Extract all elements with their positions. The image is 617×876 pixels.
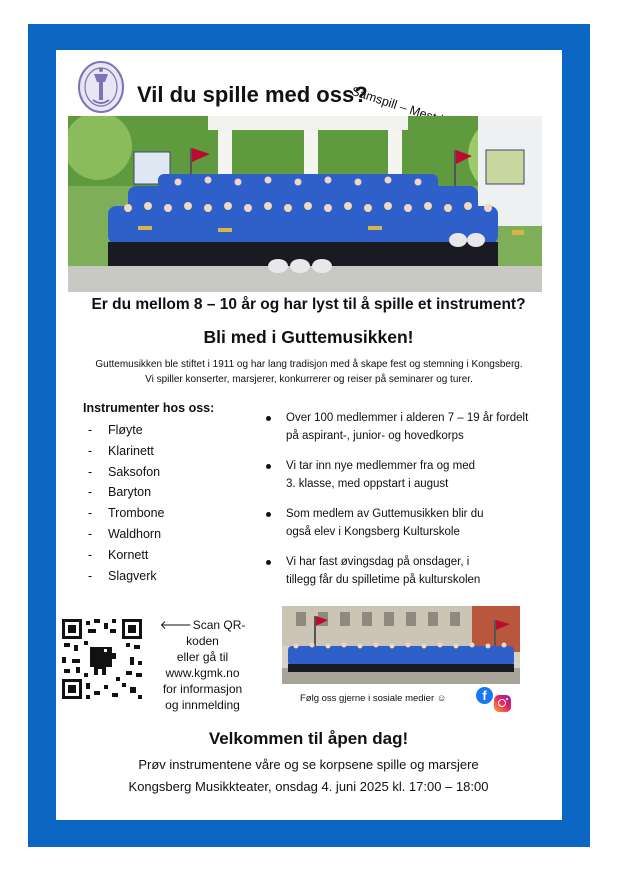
page-title: Vil du spille med oss?: [137, 82, 368, 107]
fact-item: Over 100 medlemmer i alderen 7 – 19 år fordelt på aspirant-, junior- og hovedkorps: [262, 409, 552, 445]
bullet-icon: [266, 560, 271, 565]
headline-join: Bli med i Guttemusikken!: [203, 327, 414, 347]
instruments-list: [88, 420, 165, 586]
website-link[interactable]: www.kgmk.no: [165, 666, 240, 680]
facebook-icon[interactable]: f: [476, 687, 493, 704]
facts-list: [262, 409, 552, 601]
arrow-left-icon: 🡐: [159, 618, 192, 632]
instagram-icon[interactable]: [494, 695, 511, 712]
bullet-icon: [266, 464, 271, 469]
qr-instructions: 🡐Scan QR-koden eller gå til www.kgmk.no for informasjon og innmelding: [145, 617, 260, 713]
instruments-heading: Instrumenter hos oss:: [83, 401, 215, 415]
list-item: - Saksofon: [88, 464, 161, 479]
event-venue: Kongsberg Musikkteater, onsdag 4. juni 2025 kl. 17:00 – 18:00: [128, 779, 489, 794]
welcome-heading: Velkommen til åpen dag!: [208, 729, 409, 748]
fact-item: Vi tar inn nye medlemmer fra og med 3. klasse, med oppstart i august: [262, 457, 552, 493]
bullet-icon: [266, 416, 271, 421]
intro-text: [62, 357, 556, 387]
bullet-icon: [266, 512, 271, 517]
qr-code-icon[interactable]: [60, 617, 144, 701]
band-emblem-icon: [76, 60, 126, 114]
social-text: Følg oss gjerne i sosiale medier ☺: [300, 693, 447, 704]
intro-line-2: Vi spiller konserter, marsjerer, konkurrerer og reiser på seminarer og turer.: [145, 374, 473, 385]
list-item: - Baryton: [88, 485, 152, 500]
band-parade-photo: [282, 606, 520, 684]
list-item: - Kornett: [88, 547, 149, 562]
headline-question: Er du mellom 8 – 10 år og har lyst til å spille et instrument?: [91, 296, 526, 313]
event-description: Prøv instrumentene våre og se korpsene spille og marsjere: [138, 757, 479, 772]
fact-item: Vi har fast øvingsdag på onsdager, i tillegg får du spilletime på kulturskolen: [262, 553, 552, 589]
list-item: - Klarinett: [88, 443, 154, 458]
intro-line-1: Guttemusikken ble stiftet i 1911 og har lang tradisjon med å skape fest og stemning i Kongsberg.: [95, 359, 523, 370]
list-item: - Waldhorn: [88, 526, 162, 541]
fact-item: Som medlem av Guttemusikken blir du også elev i Kongsberg Kulturskole: [262, 505, 552, 541]
band-group-photo: [68, 116, 542, 292]
list-item: - Slagverk: [88, 568, 157, 583]
list-item: - Trombone: [88, 506, 165, 521]
list-item: - Fløyte: [88, 423, 143, 437]
